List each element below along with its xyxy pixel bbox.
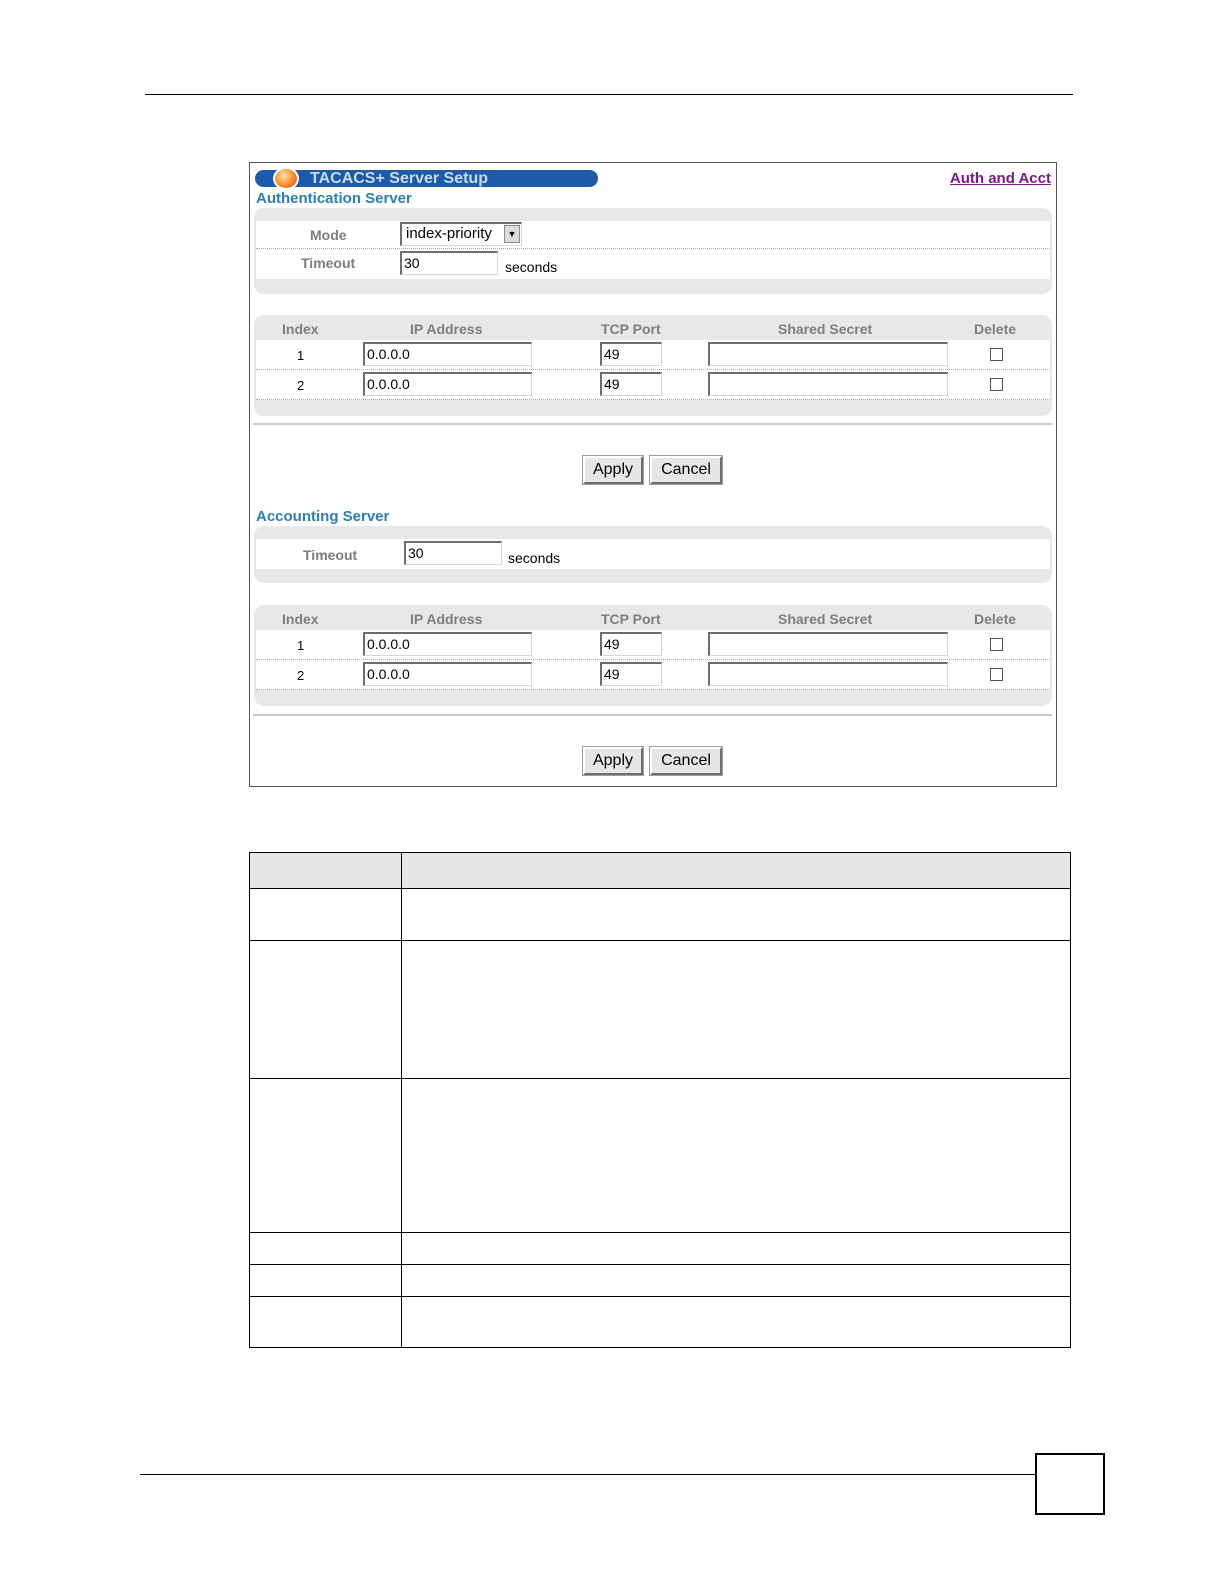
page-number-box <box>1035 1453 1105 1515</box>
col-header-index: Index <box>282 321 319 337</box>
table-cell <box>250 941 402 1079</box>
ip-address-input[interactable]: 0.0.0.0 <box>363 372 532 396</box>
table-cell <box>401 853 1070 889</box>
table-row <box>250 1265 1071 1297</box>
delete-checkbox[interactable] <box>990 638 1003 651</box>
timeout-row <box>256 539 1050 569</box>
acct-cancel-button[interactable]: Cancel <box>650 747 722 775</box>
mode-select[interactable] <box>400 222 522 246</box>
title-bar <box>255 170 598 187</box>
table-cell <box>401 941 1070 1079</box>
auth-timeout-input[interactable]: 30 <box>400 251 498 275</box>
page-footer-rule <box>140 1474 1036 1475</box>
table-cell <box>250 1233 402 1265</box>
tcp-port-input[interactable]: 49 <box>600 662 662 686</box>
acct-servers-table <box>254 605 1052 706</box>
delete-checkbox[interactable] <box>990 348 1003 361</box>
col-header-delete: Delete <box>974 611 1017 627</box>
shared-secret-input[interactable] <box>708 662 948 686</box>
table-row <box>256 660 1050 690</box>
table-cell <box>250 1297 402 1348</box>
table-cell <box>250 889 402 941</box>
table-row <box>250 889 1071 941</box>
table-cell <box>250 1265 402 1297</box>
col-header-delete: Delete <box>974 321 1017 337</box>
shared-secret-input[interactable] <box>708 632 948 656</box>
table-row <box>256 340 1050 370</box>
seconds-label: seconds <box>508 550 561 566</box>
col-header-tcp-port: TCP Port <box>601 321 661 337</box>
col-header-index: Index <box>282 611 319 627</box>
ip-address-input[interactable]: 0.0.0.0 <box>363 632 532 656</box>
mode-select-value: index-priority <box>406 225 492 242</box>
col-header-ip-address: IP Address <box>410 321 483 337</box>
orange-orb-icon <box>273 167 299 190</box>
row-index: 1 <box>297 348 305 363</box>
shared-secret-input[interactable] <box>708 342 948 366</box>
chevron-down-icon[interactable]: ▼ <box>504 225 520 243</box>
timeout-label: Timeout <box>301 255 356 271</box>
row-index: 1 <box>297 638 305 653</box>
mode-label: Mode <box>310 227 347 243</box>
table-cell <box>401 1297 1070 1348</box>
auth-servers-table <box>254 315 1052 416</box>
table-row <box>256 370 1050 400</box>
table-cell <box>401 1079 1070 1233</box>
mode-row <box>256 221 1050 249</box>
divider <box>253 423 1052 425</box>
field-description-table <box>249 852 1071 1348</box>
tcp-port-input[interactable]: 49 <box>600 372 662 396</box>
divider <box>253 714 1052 716</box>
delete-checkbox[interactable] <box>990 378 1003 391</box>
col-header-shared-secret: Shared Secret <box>778 611 873 627</box>
delete-checkbox[interactable] <box>990 668 1003 681</box>
col-header-ip-address: IP Address <box>410 611 483 627</box>
auth-settings-panel <box>254 208 1052 294</box>
accounting-section-title: Accounting Server <box>256 508 390 525</box>
authentication-section-title: Authentication Server <box>256 190 412 207</box>
page-header-rule <box>145 94 1073 95</box>
table-cell <box>401 1233 1070 1265</box>
table-cell <box>401 889 1070 941</box>
acct-timeout-input[interactable]: 30 <box>404 541 502 565</box>
shared-secret-input[interactable] <box>708 372 948 396</box>
col-header-tcp-port: TCP Port <box>601 611 661 627</box>
timeout-label: Timeout <box>303 547 358 563</box>
col-header-shared-secret: Shared Secret <box>778 321 873 337</box>
table-row <box>250 941 1071 1079</box>
table-cell <box>250 853 402 889</box>
ip-address-input[interactable]: 0.0.0.0 <box>363 342 532 366</box>
row-index: 2 <box>297 668 305 683</box>
auth-apply-button[interactable]: Apply <box>583 456 643 484</box>
screen-title: TACACS+ Server Setup <box>310 170 488 187</box>
table-cell <box>401 1265 1070 1297</box>
seconds-label: seconds <box>505 259 558 275</box>
acct-apply-button[interactable]: Apply <box>583 747 643 775</box>
table-cell <box>250 1079 402 1233</box>
tcp-port-input[interactable]: 49 <box>600 342 662 366</box>
acct-settings-panel <box>254 526 1052 583</box>
tacacs-screen <box>249 162 1057 787</box>
table-row <box>250 1297 1071 1348</box>
table-row <box>250 1233 1071 1265</box>
table-row <box>250 853 1071 889</box>
table-row <box>250 1079 1071 1233</box>
row-index: 2 <box>297 378 305 393</box>
timeout-row <box>256 249 1050 279</box>
table-row <box>256 630 1050 660</box>
auth-cancel-button[interactable]: Cancel <box>650 456 722 484</box>
tcp-port-input[interactable]: 49 <box>600 632 662 656</box>
ip-address-input[interactable]: 0.0.0.0 <box>363 662 532 686</box>
auth-and-acct-link[interactable]: Auth and Acct <box>949 170 1051 187</box>
